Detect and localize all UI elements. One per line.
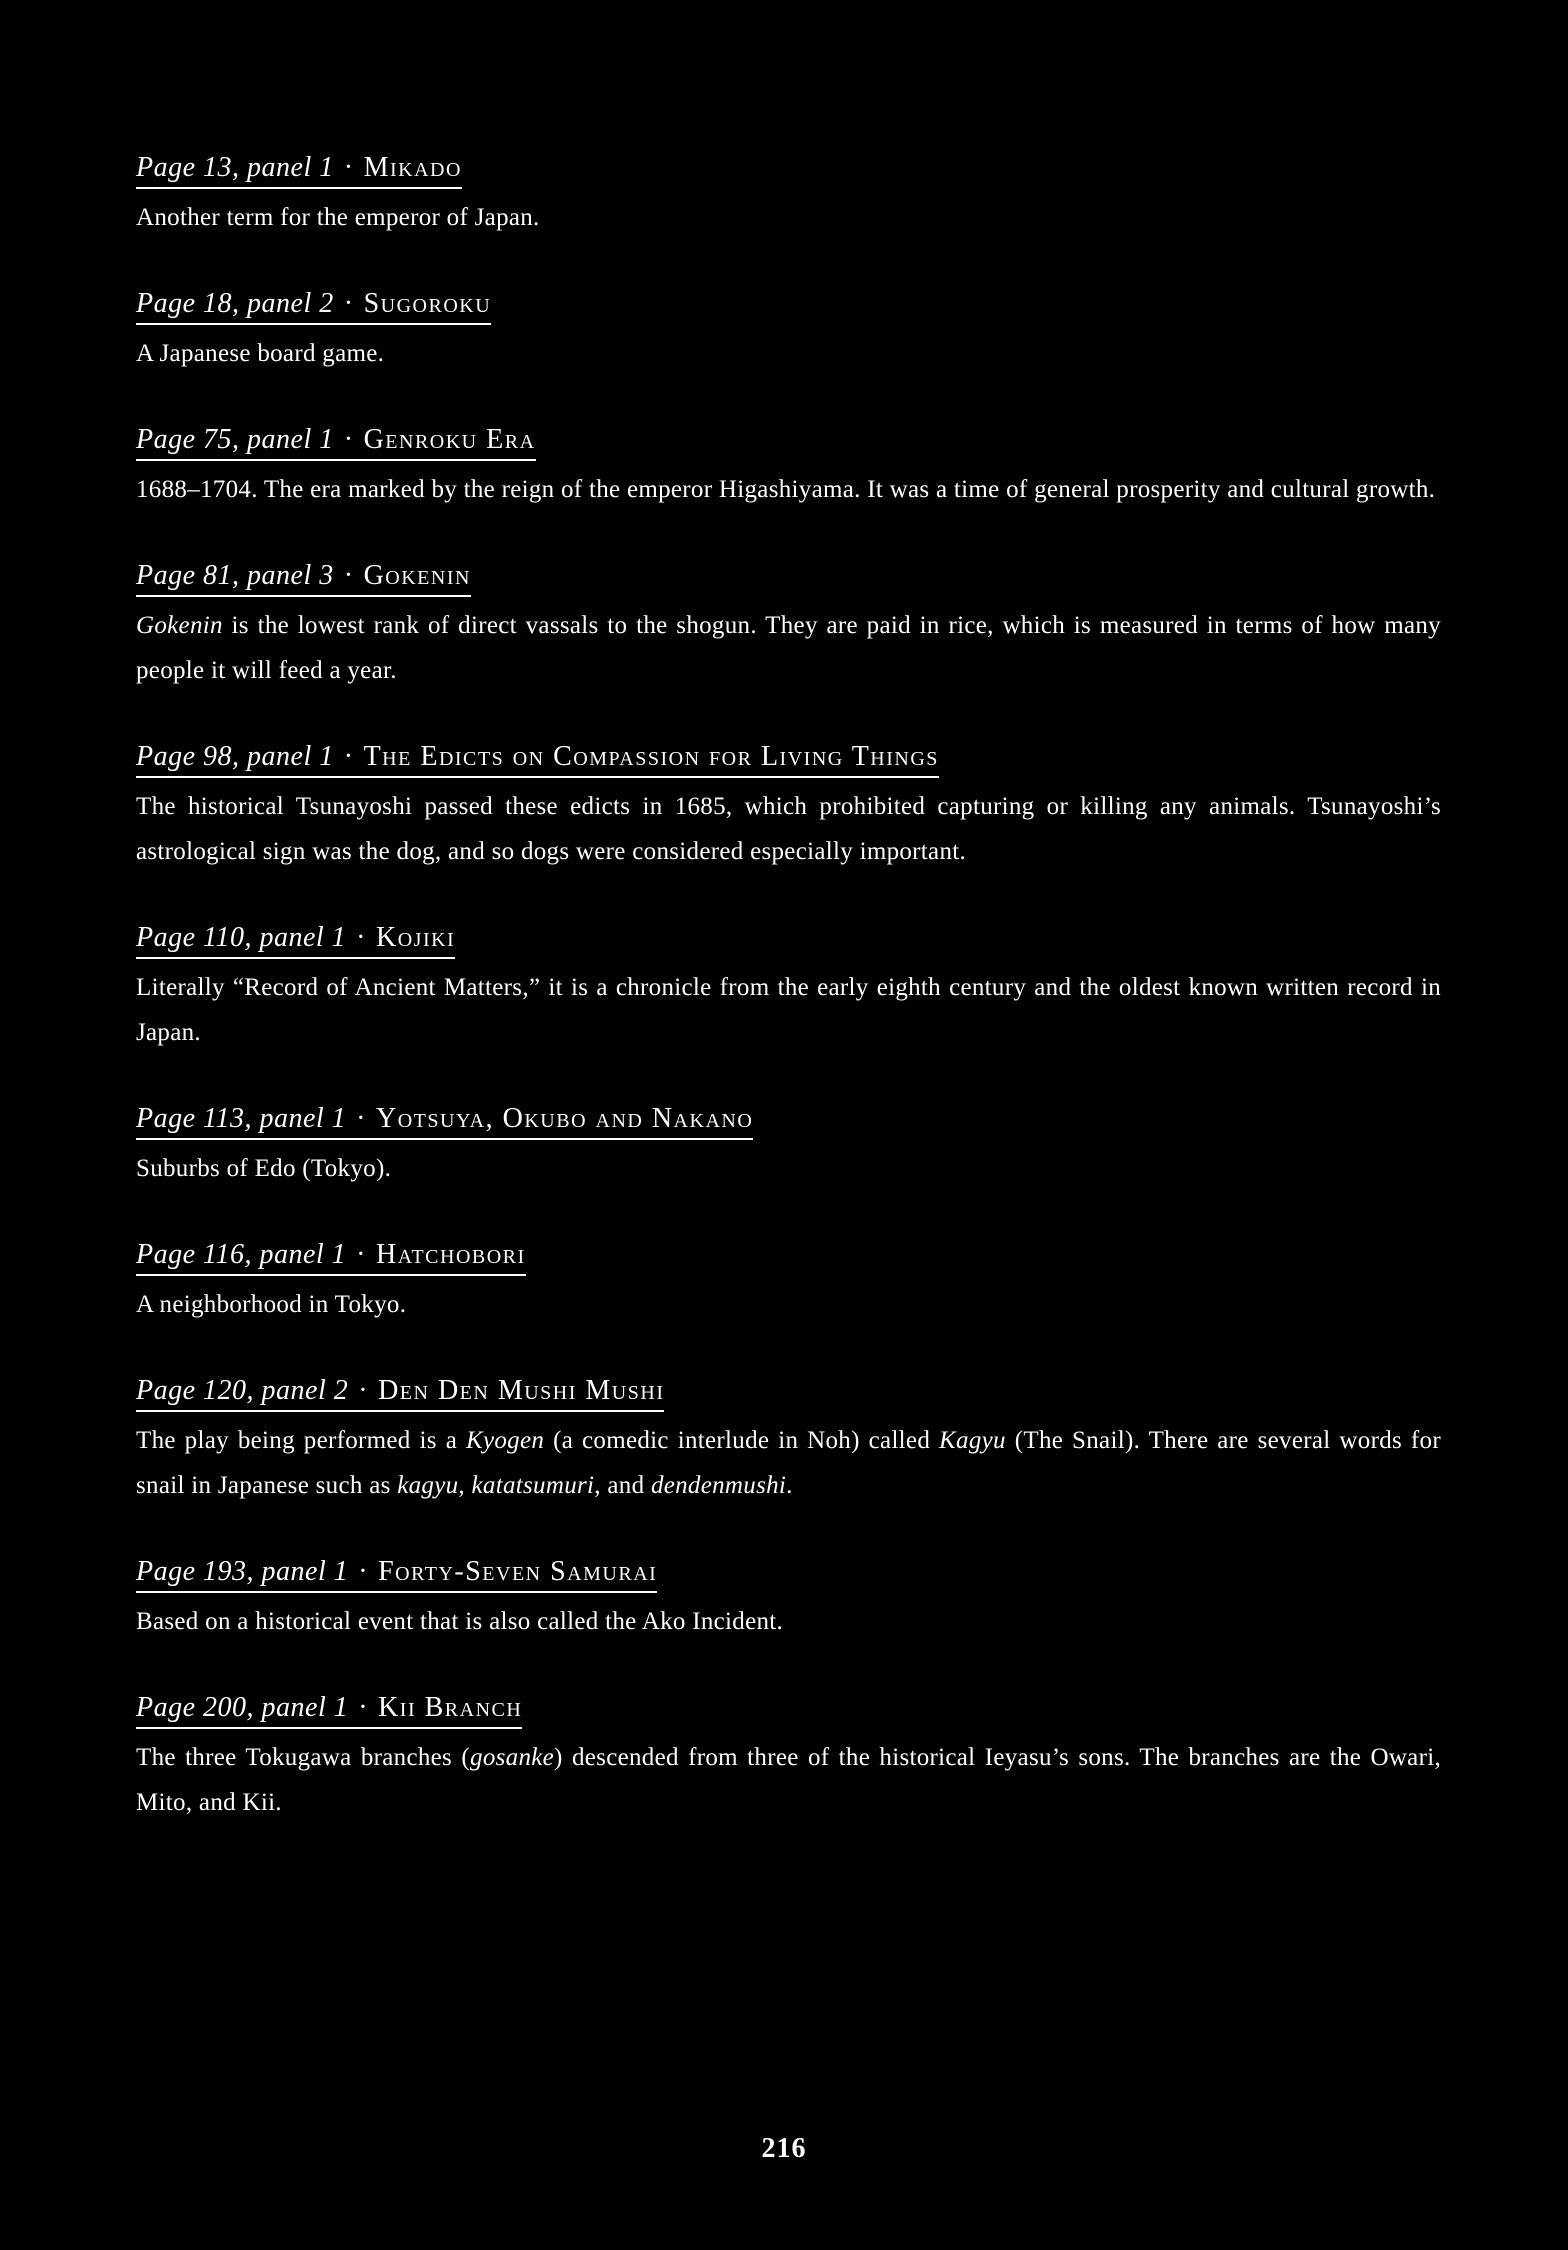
note-heading: [136, 1373, 664, 1412]
note-definition: [136, 1282, 1441, 1327]
note-heading: [136, 1690, 522, 1729]
note-definition: [136, 331, 1441, 376]
translation-notes: [136, 150, 1441, 1871]
note-definition: [136, 467, 1441, 512]
note-term: Kii Branch: [378, 1692, 523, 1723]
note-separator: ·: [343, 560, 354, 591]
note-heading: [136, 286, 491, 325]
note-page-reference: Page 75, panel 1: [136, 424, 334, 455]
italic-term: Gokenin: [136, 612, 223, 639]
note-page-reference: Page 18, panel 2: [136, 288, 334, 319]
definition-text: The three Tokugawa branches (: [136, 1744, 471, 1771]
note-page-reference: Page 193, panel 1: [136, 1556, 349, 1587]
note-separator: ·: [356, 1239, 366, 1270]
note-separator: ·: [356, 1103, 366, 1134]
note-entry: [136, 422, 1441, 512]
note-separator: ·: [358, 1556, 369, 1587]
note-term: Den Den Mushi Mushi: [378, 1375, 665, 1406]
definition-text: (a comedic interlude in Noh) called: [544, 1427, 940, 1454]
italic-term: Kyogen: [466, 1427, 545, 1454]
note-definition: [136, 195, 1441, 240]
note-entry: [136, 150, 1441, 240]
note-heading: [136, 1554, 657, 1593]
definition-text: The play being performed is a: [136, 1427, 467, 1454]
definition-text: (The Snail). There are several words for snail in Japanese such as: [136, 1427, 1441, 1499]
note-page-reference: Page 13, panel 1: [136, 152, 334, 183]
italic-term: dendenmushi: [650, 1472, 787, 1499]
note-heading: [136, 422, 536, 461]
note-entry: [136, 286, 1441, 376]
definition-text: A Japanese board game.: [136, 340, 385, 367]
note-page-reference: Page 200, panel 1: [136, 1692, 349, 1723]
note-entry: [136, 1373, 1441, 1508]
definition-text: Literally “Record of Ancient Matters,” it is a chronicle from the early eighth century and the oldest known written record in Japan.: [136, 974, 1441, 1046]
note-definition: [136, 1418, 1441, 1508]
note-separator: ·: [356, 922, 366, 953]
note-separator: ·: [343, 424, 354, 455]
definition-text: Based on a historical event that is also called the Ako Incident.: [136, 1608, 784, 1635]
note-term: Yotsuya, Okubo and Nakano: [376, 1103, 754, 1134]
definition-text: ,: [458, 1472, 472, 1499]
note-term: Genroku Era: [363, 424, 536, 455]
note-term: Mikado: [363, 152, 462, 183]
note-heading: [136, 739, 939, 778]
definition-text: , and: [594, 1472, 651, 1499]
note-separator: ·: [343, 288, 354, 319]
note-definition: [136, 603, 1441, 693]
note-separator: ·: [343, 152, 354, 183]
note-entry: [136, 1554, 1441, 1644]
note-heading: [136, 558, 471, 597]
note-page-reference: Page 113, panel 1: [136, 1103, 347, 1134]
note-definition: [136, 1735, 1441, 1825]
definition-text: .: [786, 1472, 793, 1499]
italic-term: gosanke: [470, 1744, 555, 1771]
note-term: Forty-Seven Samurai: [378, 1556, 658, 1587]
note-separator: ·: [358, 1375, 369, 1406]
note-term: Sugoroku: [363, 288, 492, 319]
note-entry: [136, 1101, 1441, 1191]
note-definition: [136, 1146, 1441, 1191]
note-page-reference: Page 98, panel 1: [136, 741, 334, 772]
definition-text: Another term for the emperor of Japan.: [136, 204, 540, 231]
note-heading: [136, 1101, 753, 1140]
note-term: Hatchobori: [376, 1239, 526, 1270]
definition-text: ) descended from three of the historical Ieyasu’s sons. The branches are the Owari, Mito, and Kii.: [136, 1744, 1441, 1816]
note-separator: ·: [343, 741, 354, 772]
italic-term: katatsumuri: [471, 1472, 595, 1499]
note-page-reference: Page 110, panel 1: [136, 922, 347, 953]
definition-text: is the lowest rank of direct vassals to the shogun. They are paid in rice, which is measured in terms of how many people it will feed a year.: [136, 612, 1441, 684]
note-entry: [136, 1237, 1441, 1327]
note-entry: [136, 1690, 1441, 1825]
note-term: Gokenin: [363, 560, 471, 591]
italic-term: kagyu: [397, 1472, 459, 1499]
note-term: Kojiki: [376, 922, 456, 953]
note-definition: [136, 1599, 1441, 1644]
note-heading: [136, 150, 462, 189]
note-page-reference: Page 120, panel 2: [136, 1375, 349, 1406]
note-separator: ·: [358, 1692, 369, 1723]
italic-term: Kagyu: [939, 1427, 1006, 1454]
definition-text: Suburbs of Edo (Tokyo).: [136, 1155, 392, 1182]
note-entry: [136, 920, 1441, 1055]
note-entry: [136, 558, 1441, 693]
note-heading: [136, 1237, 526, 1276]
note-term: The Edicts on Compassion for Living Things: [363, 741, 939, 772]
note-entry: [136, 739, 1441, 874]
note-page-reference: Page 116, panel 1: [136, 1239, 347, 1270]
note-definition: [136, 965, 1441, 1055]
page-number: 216: [761, 2133, 807, 2164]
definition-text: 1688–1704. The era marked by the reign of the emperor Higashiyama. It was a time of general prosperity and cultural growth.: [136, 476, 1436, 503]
definition-text: The historical Tsunayoshi passed these edicts in 1685, which prohibited capturing or killing any animals. Tsunayoshi’s astrological sign was the dog, and so dogs were considered especially important.: [136, 793, 1441, 865]
definition-text: A neighborhood in Tokyo.: [136, 1291, 407, 1318]
note-page-reference: Page 81, panel 3: [136, 560, 334, 591]
note-definition: [136, 784, 1441, 874]
note-heading: [136, 920, 455, 959]
